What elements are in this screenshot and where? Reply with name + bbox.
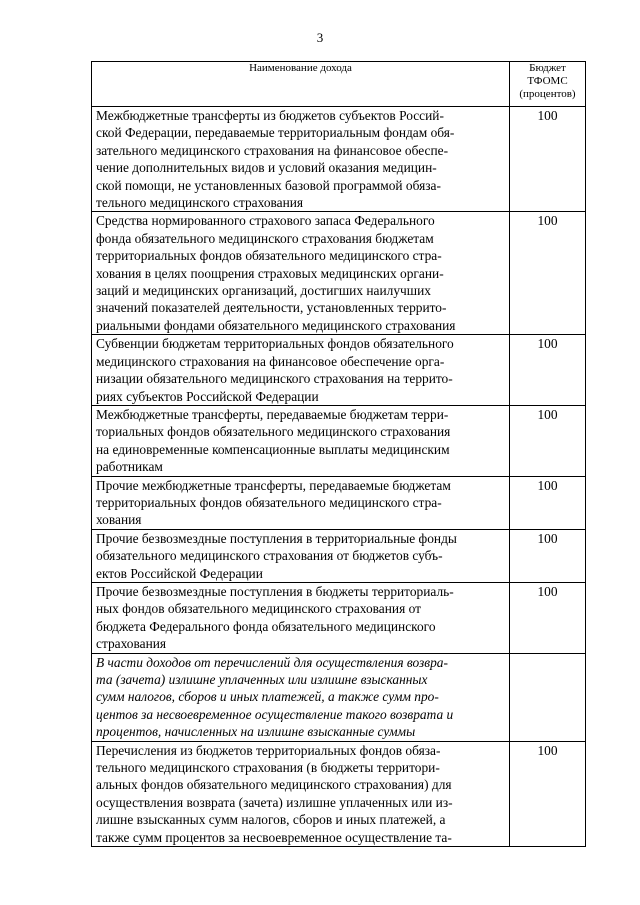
- revenue-name-line: тельного медицинского страхования: [96, 195, 304, 211]
- revenue-name-line: медицинского страхования на финансовое обеспечение орга-: [96, 353, 445, 369]
- revenue-name-cell: [92, 476, 510, 529]
- header-budget-line: Бюджет: [529, 62, 566, 74]
- revenue-name-cell: [92, 335, 510, 406]
- revenue-name-line: ных фондов обязательного медицинского страхования от: [96, 601, 421, 617]
- revenue-name-cell: [92, 107, 510, 212]
- table-header-row: [92, 62, 586, 107]
- revenue-name-line: низации обязательного медицинского страхования на террито-: [96, 371, 453, 387]
- revenue-name-line: бюджета Федерального фонда обязательного медицинского: [96, 618, 436, 634]
- revenue-name-line: ториальных фондов обязательного медицинского страхования: [96, 424, 451, 440]
- revenue-name-line: хования в целях поощрения страховых медицинских органи-: [96, 265, 444, 281]
- revenue-name-line: ектов Российской Федерации: [96, 565, 263, 581]
- table-row: [92, 653, 586, 741]
- revenue-name-line: Перечисления из бюджетов территориальных фондов обяза-: [96, 742, 441, 758]
- revenue-name-line: территориальных фондов обязательного медицинского стра-: [96, 248, 442, 264]
- revenue-name-line: процентов, начисленных на излишне взысканные суммы: [96, 724, 416, 740]
- revenue-name-line: альных фондов обязательного медицинского страхования) для: [96, 777, 452, 793]
- header-budget-line: (процентов): [519, 88, 576, 100]
- revenue-name-line: страхования: [96, 636, 167, 652]
- revenue-name-line: риях субъектов Российской Федерации: [96, 388, 319, 404]
- budget-percent-cell: 100: [510, 741, 586, 846]
- table-row: [92, 212, 586, 335]
- revenue-name-line: на единовременные компенсационные выплаты медицинским: [96, 441, 450, 457]
- page-number: 3: [316, 30, 324, 45]
- revenue-name-cell: [92, 582, 510, 653]
- table-row: [92, 741, 586, 846]
- budget-percent-cell: 100: [510, 107, 586, 212]
- revenue-name-line: значений показателей деятельности, установленных террито-: [96, 300, 447, 316]
- revenue-name-cell: [92, 529, 510, 582]
- table-row: [92, 529, 586, 582]
- revenue-name-cell: [92, 212, 510, 335]
- revenue-name-line: заций и медицинских организаций, достигших наилучших: [96, 283, 431, 299]
- table-row: [92, 335, 586, 406]
- budget-percent-cell: 100: [510, 335, 586, 406]
- table-row: [92, 107, 586, 212]
- revenue-name-line: работникам: [96, 459, 163, 475]
- revenue-name-line: тельного медицинского страхования (в бюджеты территори-: [96, 760, 440, 776]
- budget-percent-cell: [510, 653, 586, 741]
- table-row: [92, 476, 586, 529]
- revenue-name-line: чение дополнительных видов и условий оказания медицин-: [96, 160, 437, 176]
- revenue-name-line: осуществления возврата (зачета) излишне уплаченных или из-: [96, 794, 453, 810]
- revenue-name-line: Средства нормированного страхового запаса Федерального: [96, 213, 435, 229]
- table-row: [92, 582, 586, 653]
- header-budget-tfoms: [510, 62, 586, 107]
- budget-percent-cell: 100: [510, 405, 586, 476]
- revenue-name-cell: [92, 653, 510, 741]
- revenue-name-line: сумм налогов, сборов и иных платежей, а также сумм про-: [96, 689, 439, 705]
- revenue-name-line: также сумм процентов за несвоевременное осуществление та-: [96, 829, 452, 845]
- revenue-name-line: центов за несвоевременное осуществление такого возврата и: [96, 706, 454, 722]
- revenue-name-line: территориальных фондов обязательного медицинского стра-: [96, 494, 442, 510]
- revenue-name-line: лишне взысканных сумм налогов, сборов и иных платежей, а: [96, 812, 446, 828]
- revenue-name-line: Прочие межбюджетные трансферты, передаваемые бюджетам: [96, 477, 451, 493]
- revenue-distribution-table: [91, 61, 586, 847]
- revenue-name-line: Прочие безвозмездные поступления в бюджеты территориаль-: [96, 583, 454, 599]
- revenue-name-line: риальными фондами обязательного медицинского страхования: [96, 317, 456, 333]
- revenue-name-line: ской помощи, не установленных базовой программой обяза-: [96, 177, 441, 193]
- revenue-name-line: зательного медицинского страхования на финансовое обеспе-: [96, 142, 449, 158]
- revenue-name-line: фонда обязательного медицинского страхования бюджетам: [96, 230, 434, 246]
- revenue-name-cell: [92, 741, 510, 846]
- revenue-name-line: хования: [96, 512, 142, 528]
- revenue-name-line: та (зачета) излишне уплаченных или излишне взысканных: [96, 672, 428, 687]
- budget-percent-cell: 100: [510, 212, 586, 335]
- revenue-name-line: Субвенции бюджетам территориальных фондов обязательного: [96, 336, 454, 352]
- revenue-name-cell: [92, 405, 510, 476]
- revenue-name-line: Межбюджетные трансферты из бюджетов субъектов Россий-: [96, 108, 444, 123]
- revenue-name-line: обязательного медицинского страхования от бюджетов субъ-: [96, 548, 443, 564]
- revenue-name-line: Прочие безвозмездные поступления в территориальные фонды: [96, 530, 457, 546]
- budget-percent-cell: 100: [510, 529, 586, 582]
- header-budget-line: ТФОМС: [527, 75, 568, 87]
- revenue-name-line: Межбюджетные трансферты, передаваемые бюджетам терри-: [96, 406, 449, 422]
- budget-percent-cell: 100: [510, 582, 586, 653]
- revenue-name-line: В части доходов от перечислений для осуществления возвра-: [96, 654, 448, 670]
- table-row: [92, 405, 586, 476]
- revenue-name-line: ской Федерации, передаваемые территориальным фондам обя-: [96, 125, 455, 141]
- header-revenue-name: Наименование дохода: [92, 62, 510, 107]
- budget-percent-cell: 100: [510, 476, 586, 529]
